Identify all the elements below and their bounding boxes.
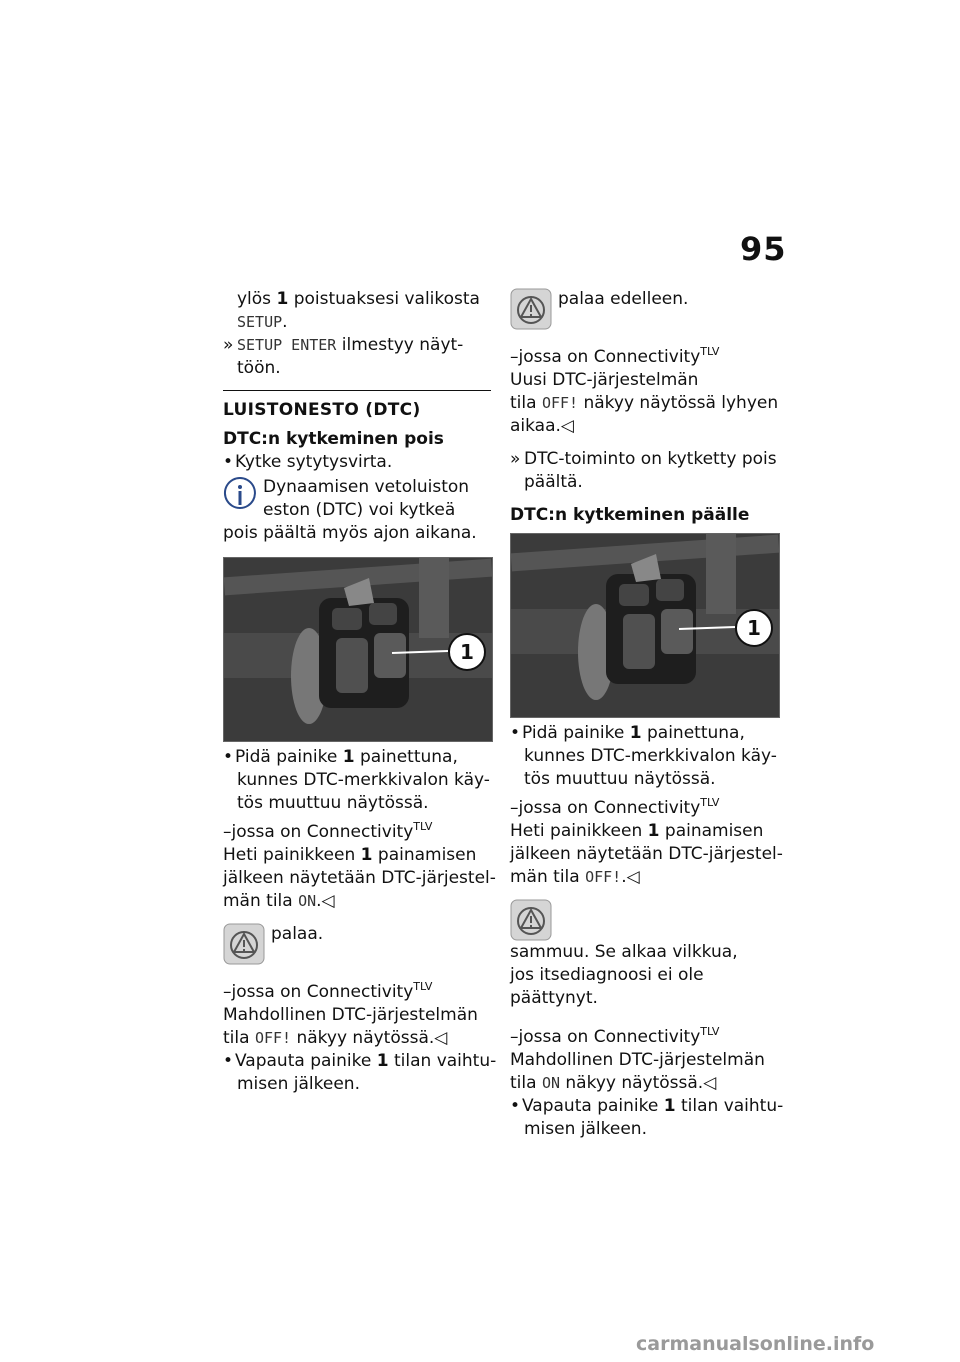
- dtc-warning-icon: [223, 923, 265, 965]
- result-arrow-icon: »: [510, 449, 521, 469]
- page-number: 95: [740, 230, 787, 268]
- right-column: palaa edelleen. –jossa on Connectivity$^{TLV}$ Uusi DTC-järjestelmän tila OFF! näkyy näytössä lyhyen aikaa.◁ » DTC-toiminto on kytketty pois päältä. DTC:n kytkeminen päälle 1 • Pidä painike 1 painettuna, kunnes DTC-merkkivalon käy- tös muuttuu näytössä. –jossa on Connectivity$^{TLV}$ Heti painikkeen 1 painamisen jälkeen näytetään DTC-järjestel- män tila OFF!.◁ sammuu. Se alkaa vilkkua, jos itsediagnoosi ei ole päättynyt. –jossa on Connectivity$^{TLV}$ Mahdollinen DTC-järjestelmän tila ON näkyy näytössä.◁ • Vapauta painike 1 tilan vaihtu- misen jälkeen.: [510, 288, 778, 1141]
- handlebar-switch-figure: [223, 557, 493, 742]
- dtc-warning-icon: [510, 899, 552, 941]
- connectivity-label: –jossa on Connectivity$^{TLV}$: [510, 1025, 720, 1047]
- warning-indicator-row: sammuu. Se alkaa vilkkua, jos itsediagnoosi ei ole päättynyt.: [510, 899, 778, 1010]
- text-line: ylös 1 poistuaksesi valikosta: [237, 289, 480, 309]
- step-item: • Vapauta painike 1 tilan vaihtu-: [223, 1050, 491, 1073]
- result-line: » DTC-toiminto on kytketty pois: [510, 449, 777, 469]
- connectivity-label: –jossa on Connectivity$^{TLV}$: [223, 820, 433, 842]
- warning-indicator-row: palaa.: [223, 923, 491, 965]
- info-note: Dynaamisen vetoluiston eston (DTC) voi kytkeä pois päältä myös ajon aikana.: [223, 477, 477, 543]
- connectivity-label: –jossa on Connectivity$^{TLV}$: [223, 980, 433, 1002]
- left-column: ylös 1 poistuaksesi valikosta SETUP. » SETUP ENTER ilmestyy näyt- töön. LUISTONESTO (DTC) DTC:n kytkeminen pois • Kytke sytytysvirta. Dynaamisen vetoluiston eston (DTC) voi kytkeä pois päältä myös ajon aikana. 1 • Pidä painike 1 painettuna, kunnes DTC-merkkivalon käy- tös muuttuu näytössä. –jossa on Connectivity$^{TLV}$ Heti painikkeen 1 painamisen jälkeen näytetään DTC-järjestel- män tila ON.◁ palaa. –jossa on Connectivity$^{TLV}$ Mahdollinen DTC-järjestelmän tila OFF! näkyy näytössä.◁ • Vapauta painike 1 tilan vaihtu- misen jälkeen.: [223, 288, 491, 1096]
- handlebar-switch-figure: [510, 533, 780, 718]
- callout-1: 1: [735, 609, 773, 647]
- connectivity-label: –jossa on Connectivity$^{TLV}$: [510, 345, 720, 367]
- text-line: SETUP.: [237, 312, 288, 332]
- dtc-warning-icon: [510, 288, 552, 330]
- step-item: • Kytke sytytysvirta.: [223, 451, 491, 474]
- info-icon: [223, 476, 257, 516]
- step-item: • Vapauta painike 1 tilan vaihtu-: [510, 1095, 778, 1118]
- section-rule: [223, 390, 491, 391]
- step-item: • Pidä painike 1 painettuna,: [510, 722, 778, 745]
- subsection-title: DTC:n kytkeminen päälle: [510, 505, 750, 525]
- watermark: carmanualsonline.info: [636, 1333, 875, 1355]
- text-line: töön.: [237, 358, 281, 378]
- result-arrow-icon: »: [223, 335, 234, 355]
- section-title: LUISTONESTO (DTC): [223, 400, 421, 420]
- connectivity-label: –jossa on Connectivity$^{TLV}$: [510, 796, 720, 818]
- result-line: » SETUP ENTER ilmestyy näyt-: [223, 335, 464, 355]
- subsection-title: DTC:n kytkeminen pois: [223, 429, 444, 449]
- callout-1: 1: [448, 633, 486, 671]
- step-item: • Pidä painike 1 painettuna,: [223, 746, 491, 769]
- warning-indicator-row: palaa edelleen.: [510, 288, 778, 330]
